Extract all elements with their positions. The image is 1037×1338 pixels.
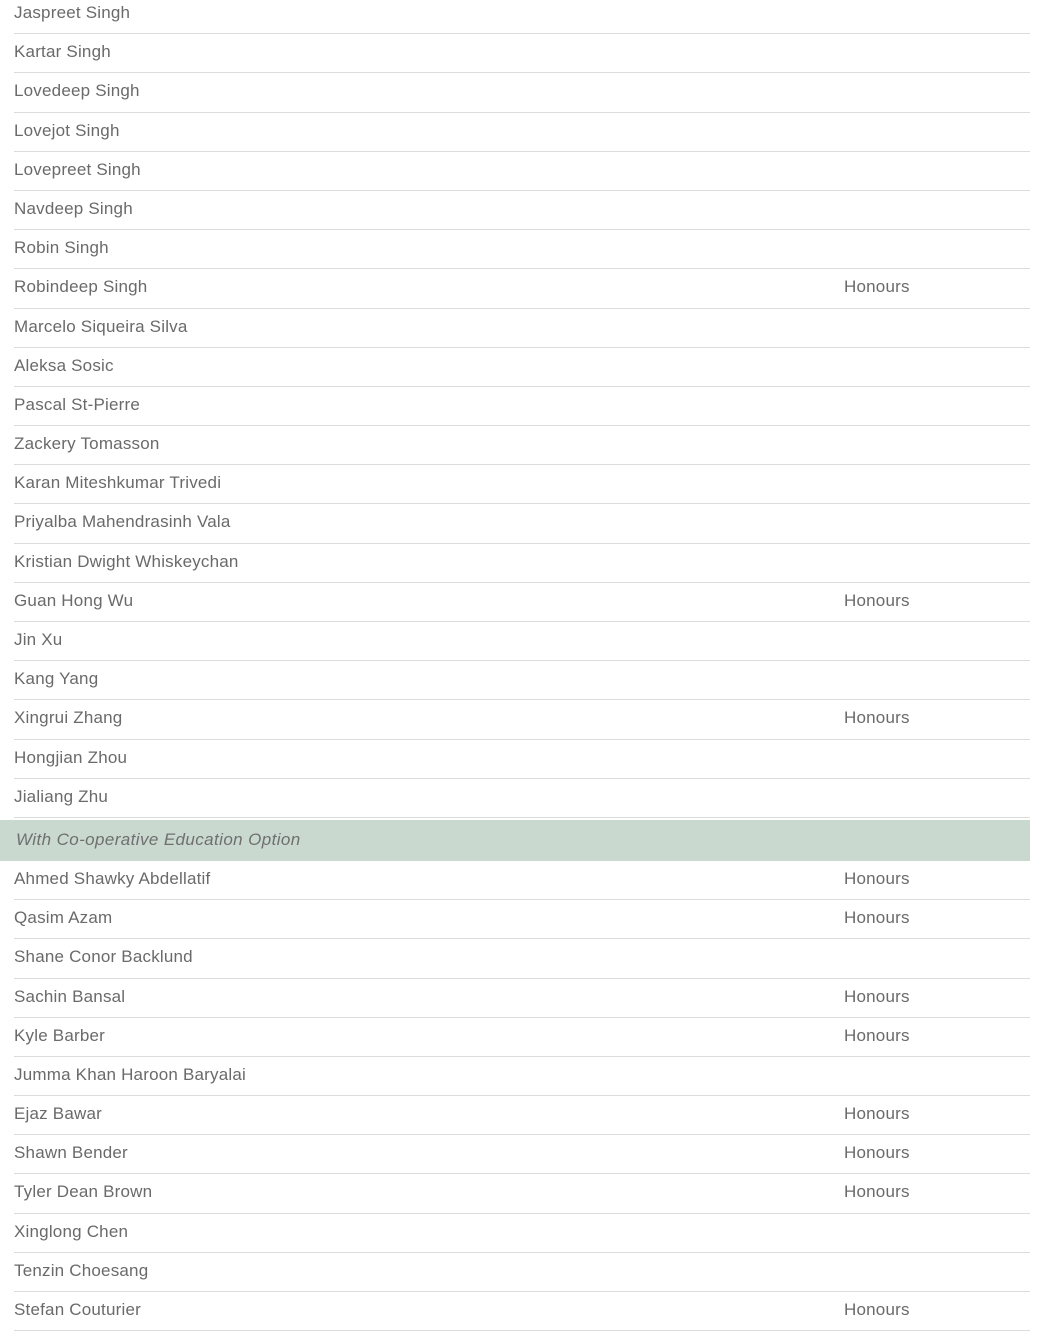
honours-label: Honours xyxy=(844,1182,910,1202)
graduate-name: Ahmed Shawky Abdellatif xyxy=(14,868,211,888)
graduate-name: Jin Xu xyxy=(14,630,63,649)
list-item xyxy=(14,1253,1030,1292)
list-item xyxy=(14,661,1030,700)
list-item xyxy=(14,1174,1030,1213)
graduate-name: Robindeep Singh xyxy=(14,277,148,297)
graduate-name: Aleksa Sosic xyxy=(14,355,114,375)
list-item xyxy=(14,740,1030,779)
graduate-name: Kang Yang xyxy=(14,669,99,689)
graduate-name: Lovejot Singh xyxy=(14,120,120,140)
list-item xyxy=(14,34,1030,73)
list-item xyxy=(14,700,1030,739)
graduate-name: Kyle Barber xyxy=(14,1025,106,1045)
graduate-name: Pascal St-Pierre xyxy=(14,394,141,414)
list-item xyxy=(14,583,1030,622)
graduate-name: Karan Miteshkumar Trivedi xyxy=(14,473,222,493)
graduate-name: Kristian Dwight Whiskeychan xyxy=(14,551,239,571)
list-item xyxy=(14,504,1030,543)
list-item xyxy=(14,465,1030,504)
list-item xyxy=(14,152,1030,191)
list-item xyxy=(14,622,1030,661)
list-item xyxy=(14,191,1030,230)
graduate-name: Jaspreet Singh xyxy=(14,3,131,22)
graduate-name: Stefan Couturier xyxy=(14,1300,141,1319)
honours-label: Honours xyxy=(844,1104,910,1124)
list-item xyxy=(14,269,1030,308)
graduate-name: Priyalba Mahendrasinh Vala xyxy=(14,512,231,532)
section-header-label: With Co-operative Education Option xyxy=(16,829,301,849)
list-item xyxy=(14,348,1030,387)
list-item xyxy=(14,900,1030,939)
list-item xyxy=(14,1018,1030,1057)
graduate-name: Sachin Bansal xyxy=(14,986,126,1006)
list-item xyxy=(14,1135,1030,1174)
graduate-name: Zackery Tomasson xyxy=(14,434,160,454)
list-item xyxy=(14,309,1030,348)
honours-label: Honours xyxy=(844,908,910,928)
list-item xyxy=(14,1096,1030,1135)
graduate-name: Shawn Bender xyxy=(14,1143,128,1163)
graduate-name: Hongjian Zhou xyxy=(14,747,128,767)
graduate-list-section-b xyxy=(0,861,1037,1331)
graduate-name: Guan Hong Wu xyxy=(14,590,134,610)
graduate-name: Robin Singh xyxy=(14,238,109,258)
graduate-name: Ejaz Bawar xyxy=(14,1104,102,1124)
list-item xyxy=(14,1214,1030,1253)
list-item xyxy=(14,73,1030,112)
graduate-name: Marcelo Siqueira Silva xyxy=(14,316,188,336)
list-item xyxy=(14,1057,1030,1096)
graduate-name: Xingrui Zhang xyxy=(14,708,123,728)
graduate-name: Lovepreet Singh xyxy=(14,159,141,179)
graduate-name: Qasim Azam xyxy=(14,908,113,928)
list-item xyxy=(14,230,1030,269)
list-item xyxy=(14,426,1030,465)
list-item xyxy=(14,544,1030,583)
honours-label: Honours xyxy=(844,1025,910,1045)
list-item xyxy=(14,979,1030,1018)
list-item xyxy=(14,387,1030,426)
list-item xyxy=(14,113,1030,152)
graduate-name: Tyler Dean Brown xyxy=(14,1182,153,1202)
list-item xyxy=(14,861,1030,900)
honours-label: Honours xyxy=(844,277,910,297)
graduate-name: Xinglong Chen xyxy=(14,1221,129,1241)
honours-label: Honours xyxy=(844,986,910,1006)
list-item xyxy=(14,779,1030,818)
graduate-name: Jumma Khan Haroon Baryalai xyxy=(14,1064,246,1084)
honours-label: Honours xyxy=(844,708,910,728)
graduate-name: Tenzin Choesang xyxy=(14,1260,149,1280)
graduate-name: Jialiang Zhu xyxy=(14,786,109,806)
graduate-name: Kartar Singh xyxy=(14,42,111,62)
list-item xyxy=(14,1292,1030,1331)
list-item xyxy=(14,0,1030,34)
honours-label: Honours xyxy=(844,1143,910,1163)
honours-label: Honours xyxy=(844,590,910,610)
graduate-name: Lovedeep Singh xyxy=(14,81,140,101)
honours-label: Honours xyxy=(844,868,910,888)
graduate-name: Navdeep Singh xyxy=(14,198,133,218)
honours-label: Honours xyxy=(844,1300,910,1319)
section-header xyxy=(0,820,1030,861)
list-item xyxy=(14,939,1030,978)
graduate-name: Shane Conor Backlund xyxy=(14,947,193,967)
